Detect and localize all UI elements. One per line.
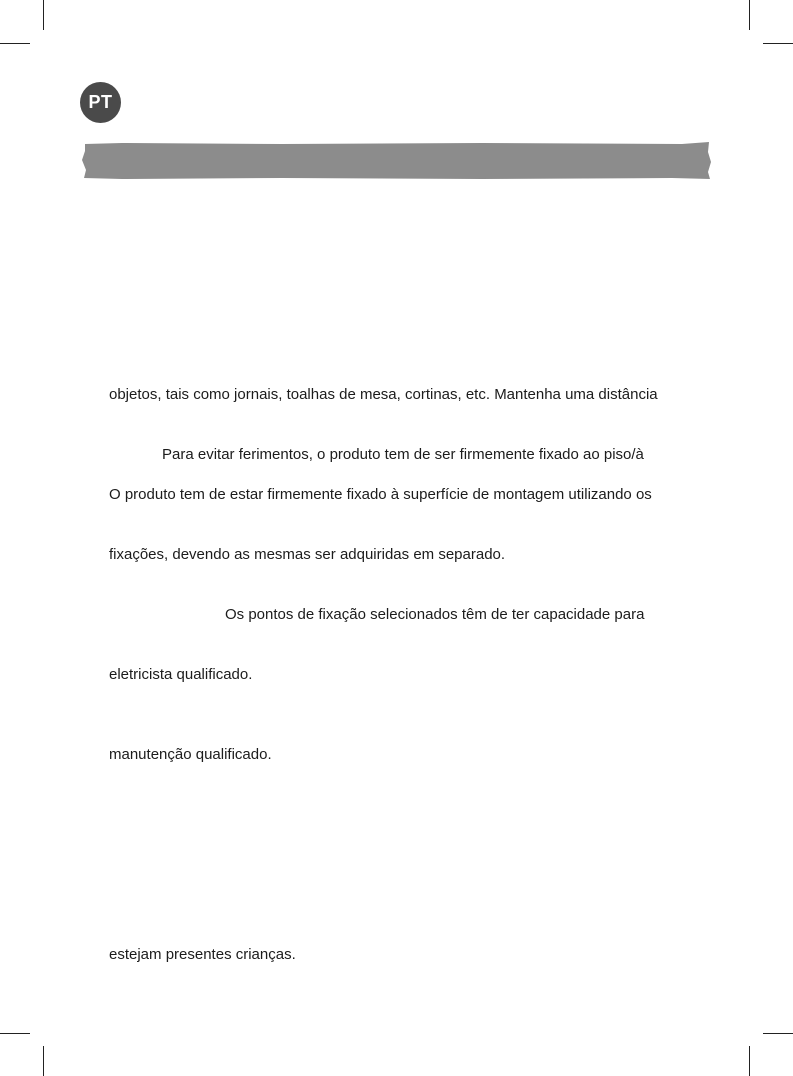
- crop-mark-bottom-left-vertical: [43, 1046, 44, 1076]
- section-title-band: [82, 142, 712, 180]
- text-line-4: fixações, devendo as mesmas ser adquiridas em separado.: [109, 546, 506, 563]
- crop-mark-top-right-horizontal: [763, 43, 793, 44]
- crop-mark-top-right-vertical: [749, 0, 750, 30]
- text-line-6: eletricista qualificado.: [109, 666, 253, 683]
- crop-mark-top-left-horizontal: [0, 43, 30, 44]
- language-code: PT: [88, 92, 113, 112]
- text-line-5: Os pontos de fixação selecionados têm de ter capacidade para: [225, 606, 645, 623]
- crop-mark-bottom-left-horizontal: [0, 1033, 30, 1034]
- text-line-3: O produto tem de estar firmemente fixado à superfície de montagem utilizando os: [109, 486, 652, 503]
- crop-mark-bottom-right-horizontal: [763, 1033, 793, 1034]
- text-line-2: Para evitar ferimentos, o produto tem de ser firmemente fixado ao piso/à: [162, 446, 644, 463]
- language-badge: [80, 82, 121, 123]
- text-line-8: estejam presentes crianças.: [109, 946, 296, 963]
- crop-mark-bottom-right-vertical: [749, 1046, 750, 1076]
- text-line-7: manutenção qualificado.: [109, 746, 272, 763]
- crop-mark-top-left-vertical: [43, 0, 44, 30]
- title-band-shape: [82, 142, 712, 180]
- text-line-1: objetos, tais como jornais, toalhas de mesa, cortinas, etc. Mantenha uma distância: [109, 386, 658, 403]
